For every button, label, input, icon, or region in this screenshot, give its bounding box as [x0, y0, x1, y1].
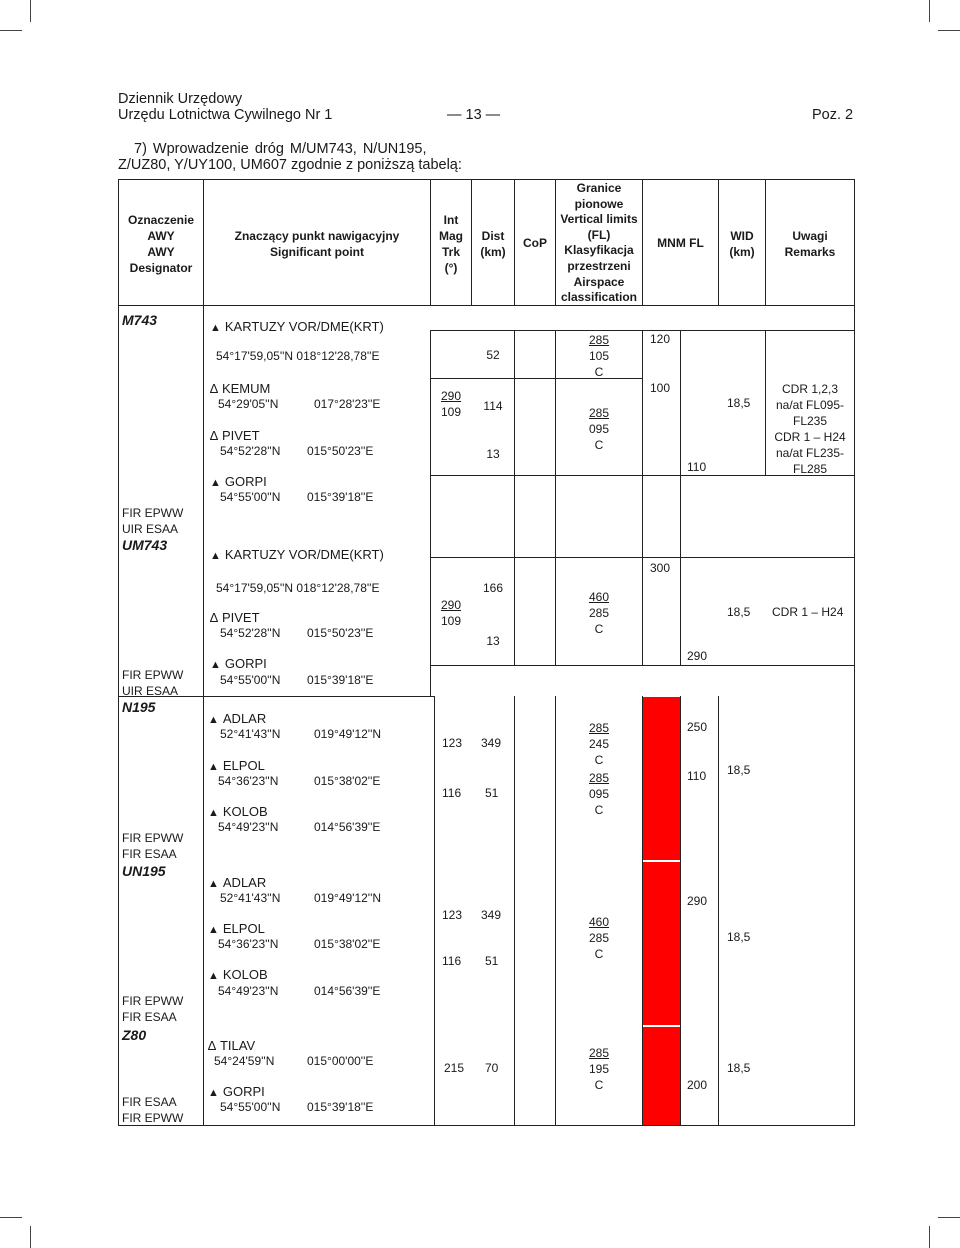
limits-m743-1: 285 105 C — [588, 333, 610, 379]
intro-line-2: Z/UZ80, Y/UY100, UM607 zgodnie z poniższą tabelą: — [118, 157, 462, 173]
lat-pivet-u: 54°52'28''N — [220, 626, 281, 640]
col-header-mnm: MNM FL — [657, 236, 704, 250]
journal-title: Dziennik Urzędowy — [118, 91, 243, 107]
limits-n195-1: 285 245 C — [588, 721, 610, 767]
trk-un195-1: 123 — [442, 908, 463, 922]
designator-um743: UM743 — [122, 537, 168, 553]
col-header-remarks: Uwagi Remarks — [784, 229, 836, 259]
position-number: Poz. 2 — [812, 107, 854, 123]
dist-m743-1: 52 — [486, 348, 500, 362]
col-header-point: Znaczący punkt nawigacyjny Significant point — [234, 229, 400, 259]
designator-z80: Z80 — [122, 1027, 147, 1043]
lon-pivet-u: 015°50'23''E — [307, 626, 374, 640]
lon-gorpi-u: 015°39'18''E — [307, 673, 374, 687]
fir-um743: FIR EPWW UIR ESAA — [122, 668, 184, 698]
wid-m743: 18,5 — [727, 396, 751, 410]
dist-um743-2: 13 — [486, 634, 500, 648]
lat-pivet: 54°52'28''N — [220, 444, 281, 458]
lat-kolob: 54°49'23''N — [218, 820, 279, 834]
point-kartuzy: ▲ KARTUZY VOR/DME(KRT) — [210, 319, 384, 334]
limits-n195-2: 285 095 C — [588, 771, 610, 817]
point-elpol-u: ▲ ELPOL — [208, 921, 265, 936]
lat-adlar-u: 52°41'43''N — [220, 891, 281, 905]
dist-n195-2: 51 — [485, 786, 499, 800]
wid-n195: 18,5 — [727, 763, 751, 777]
lat-elpol: 54°36'23''N — [218, 774, 279, 788]
lon-tilav: 015°00'00''E — [307, 1054, 374, 1068]
lon-elpol: 015°38'02''E — [314, 774, 381, 788]
point-adlar: ▲ ADLAR — [208, 711, 266, 726]
dist-um743-1: 166 — [482, 581, 504, 595]
mnm-n195-2: 110 — [687, 769, 707, 783]
point-pivet-u: ∆ PIVET — [210, 610, 260, 625]
lat-gorpi-z: 54°55'00''N — [220, 1100, 281, 1114]
lat-kemum: 54°29'05''N — [218, 397, 279, 411]
point-kolob-u: ▲ KOLOB — [208, 967, 268, 982]
lon-kemum: 017°28'23''E — [314, 397, 381, 411]
mnm-m743-3: 110 — [687, 460, 707, 474]
page-number: — 13 — — [447, 107, 501, 123]
mnm-um743-2: 290 — [687, 649, 708, 663]
cop-highlight-n195 — [643, 697, 680, 860]
point-kartuzy-u: ▲ KARTUZY VOR/DME(KRT) — [210, 547, 384, 562]
crop-mark — [929, 0, 930, 22]
lat-adlar: 52°41'43''N — [220, 727, 281, 741]
lon-kolob-u: 014°56'39''E — [314, 984, 381, 998]
remarks-um743: CDR 1 – H24 — [772, 605, 844, 619]
limits-z80: 285 195 C — [588, 1046, 610, 1092]
fir-un195: FIR EPWW FIR ESAA — [122, 994, 184, 1024]
lat-elpol-u: 54°36'23''N — [218, 937, 279, 951]
crop-mark — [0, 1217, 22, 1218]
col-header-designator: Oznaczenie AWY AWY Designator — [127, 213, 195, 275]
crop-mark — [0, 30, 22, 31]
trk-um743: 290 109 — [440, 598, 462, 628]
crop-mark — [938, 30, 960, 31]
point-tilav: ∆ TILAV — [208, 1038, 255, 1053]
limits-un195: 460 285 C — [588, 915, 610, 961]
wid-um743: 18,5 — [727, 605, 751, 619]
intro-line-1: 7) Wprowadzenie dróg M/UM743, N/UN195, — [134, 141, 427, 157]
dist-z80: 70 — [485, 1061, 499, 1075]
lat-gorpi: 54°55'00''N — [220, 490, 281, 504]
remarks-m743: CDR 1,2,3 na/at FL095- FL235 CDR 1 – H24 na/at FL235- FL285 — [774, 382, 846, 476]
col-header-trk: Int Mag Trk (°) — [439, 213, 463, 275]
lon-adlar-u: 019°49'12''N — [314, 891, 382, 905]
trk-un195-2: 116 — [442, 954, 462, 968]
dist-m743-3: 13 — [486, 447, 500, 461]
lon-pivet: 015°50'23''E — [307, 444, 374, 458]
lon-elpol-u: 015°38'02''E — [314, 937, 381, 951]
fir-m743: FIR EPWW UIR ESAA — [122, 506, 184, 536]
coord-kartuzy-u: 54°17'59,05''N 018°12'28,78''E — [216, 581, 380, 595]
dist-un195-2: 51 — [485, 954, 499, 968]
col-header-cop: CoP — [523, 236, 547, 250]
limits-m743-2: 285 095 C — [588, 406, 610, 452]
point-kolob: ▲ KOLOB — [208, 804, 268, 819]
crop-mark — [30, 1226, 31, 1248]
fir-z80: FIR ESAA FIR EPWW — [122, 1095, 184, 1125]
mnm-m743-1: 120 — [650, 332, 671, 346]
col-header-dist: Dist (km) — [480, 229, 506, 259]
point-pivet: ∆ PIVET — [210, 428, 260, 443]
lat-gorpi-u: 54°55'00''N — [220, 673, 281, 687]
trk-z80: 215 — [444, 1061, 465, 1075]
fir-n195: FIR EPWW FIR ESAA — [122, 831, 184, 861]
wid-un195: 18,5 — [727, 930, 751, 944]
point-gorpi-z: ▲ GORPI — [208, 1084, 265, 1099]
wid-z80: 18,5 — [727, 1061, 751, 1075]
lon-kolob: 014°56'39''E — [314, 820, 381, 834]
col-header-limits: Granice pionowe Vertical limits (FL) Klasyfikacja przestrzeni Airspace classification — [560, 181, 638, 305]
crop-mark — [938, 1217, 960, 1218]
designator-n195: N195 — [122, 699, 156, 715]
limits-um743: 460 285 C — [588, 590, 610, 636]
dist-n195-1: 349 — [481, 736, 502, 750]
lat-kolob-u: 54°49'23''N — [218, 984, 279, 998]
mnm-um743-1: 300 — [650, 561, 671, 575]
mnm-un195: 290 — [687, 894, 708, 908]
point-gorpi-u: ▲ GORPI — [210, 656, 267, 671]
col-header-wid: WID (km) — [729, 229, 755, 259]
mnm-m743-2: 100 — [650, 381, 671, 395]
dist-un195-1: 349 — [481, 908, 502, 922]
mnm-n195-1: 250 — [687, 720, 708, 734]
designator-un195: UN195 — [122, 863, 166, 879]
coord-kartuzy: 54°17'59,05''N 018°12'28,78''E — [216, 349, 380, 363]
journal-subtitle: Urzędu Lotnictwa Cywilnego Nr 1 — [118, 107, 333, 123]
point-kemum: ∆ KEMUM — [210, 381, 270, 396]
lat-tilav: 54°24'59''N — [214, 1054, 275, 1068]
trk-n195-2: 116 — [442, 786, 462, 800]
crop-mark — [929, 1226, 930, 1248]
point-elpol: ▲ ELPOL — [208, 758, 265, 773]
point-gorpi: ▲ GORPI — [210, 474, 267, 489]
lon-gorpi-z: 015°39'18''E — [307, 1100, 374, 1114]
point-adlar-u: ▲ ADLAR — [208, 875, 266, 890]
lon-adlar: 019°49'12''N — [314, 727, 382, 741]
cop-highlight-z80 — [643, 1027, 680, 1125]
trk-n195-1: 123 — [442, 736, 463, 750]
lon-gorpi: 015°39'18''E — [307, 490, 374, 504]
trk-m743: 290 109 — [440, 389, 462, 419]
dist-m743-2: 114 — [483, 399, 503, 413]
cop-highlight-un195 — [643, 862, 680, 1025]
mnm-z80: 200 — [687, 1078, 708, 1092]
crop-mark — [30, 0, 31, 22]
designator-m743: M743 — [122, 312, 158, 328]
